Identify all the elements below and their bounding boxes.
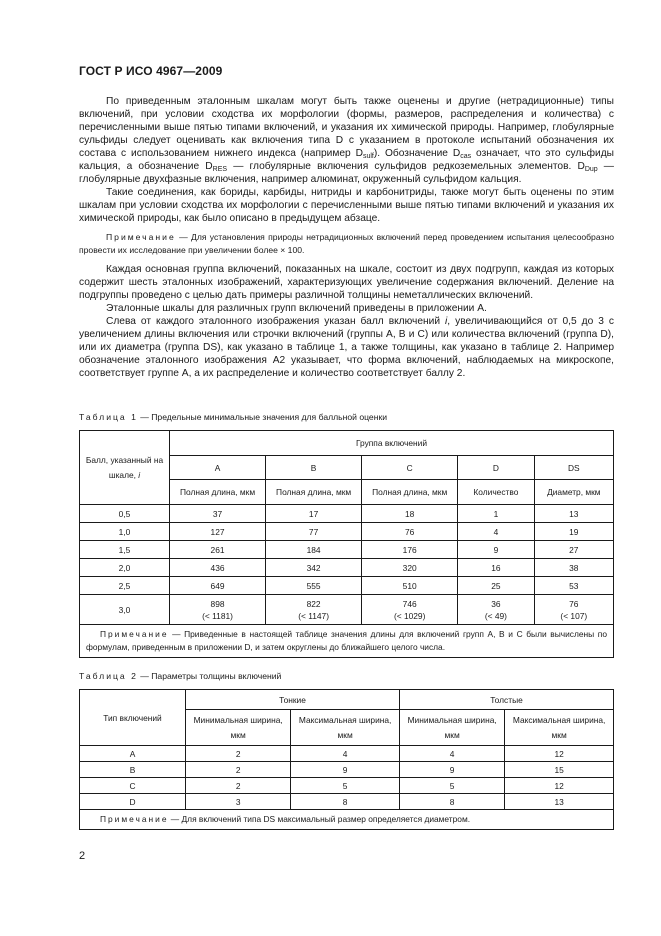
table1-note: Примечание — Приведенные в настоящей таблице значения длины для включений групп А, В и С были вычислены по формулам, приведенным в приложении D, и затем округлены до ближайшего целого числа. [80, 625, 614, 658]
table-cell: 5 [399, 778, 504, 794]
table2-group-thick: Толстые [399, 690, 613, 710]
table-cell: 18 [362, 505, 458, 523]
table-cell: 4 [291, 746, 400, 762]
table-cell: 2,0 [80, 559, 170, 577]
table2 [79, 689, 614, 830]
table-cell: 0,5 [80, 505, 170, 523]
table2-rowhead: Тип включений [80, 690, 186, 746]
table-cell: 17 [266, 505, 362, 523]
table-cell: 25 [458, 577, 534, 595]
table-row [80, 505, 614, 523]
table-cell: 16 [458, 559, 534, 577]
table1-group: D [458, 456, 534, 480]
table2-subhead: Максимальная ширина, мкм [505, 710, 614, 746]
table-row [80, 541, 614, 559]
paragraph: Слева от каждого эталонного изображения указан балл включений i, увеличивающийся от 0,5 до 3 с увеличением длины включения или строчки включений (группы А, В и С) или количества включений (группа D), или их диаметра (группа DS), как указано в таблице 1, а также толщины, как указано в таблице 2. Например обозначение эталонного изображения А2 указывает, что форма включений, наблюдаемых на микроскопе, соответствует группе А, а их распределение и количество соответствует баллу 2. [79, 316, 614, 379]
table-cell: 77 [266, 523, 362, 541]
table1-group: B [266, 456, 362, 480]
table-cell: 53 [534, 577, 613, 595]
table-cell: 8 [291, 794, 400, 810]
table-cell: 9 [291, 762, 400, 778]
table-row [80, 746, 614, 762]
table-cell: 19 [534, 523, 613, 541]
table-cell: 2,5 [80, 577, 170, 595]
paragraph: Эталонные шкалы для различных групп включений приведены в приложении А. [106, 303, 487, 314]
table-cell: 36 (< 49) [458, 595, 534, 625]
table-cell: 2 [186, 778, 291, 794]
table-cell: 37 [170, 505, 266, 523]
table1 [79, 430, 614, 658]
table-cell: 555 [266, 577, 362, 595]
note-label: Примечание [106, 232, 176, 242]
table-cell: 3,0 [80, 595, 170, 625]
table-cell: 38 [534, 559, 613, 577]
table-cell: 13 [505, 794, 614, 810]
table-cell: 436 [170, 559, 266, 577]
table-cell: 76 [362, 523, 458, 541]
table2-caption: Таблица 2 — Параметры толщины включений [79, 671, 282, 681]
table-cell: 127 [170, 523, 266, 541]
paragraph: По приведенным эталонным шкалам могут быть также оценены и другие (нетрадиционные) типы включений, при условии сходства их морфологии (формы, размеров, распределения и количества) с перечисленными выше пятью типами включений, и указания их химической природы. Например, глобулярные сульфиды следует оценивать как включения типа D с указанием в протоколе испытаний обозначения их состава с использованием нижнего индекса (например $D_{sulf}$). Обозначение $D_{cas}$ означает, что это сульфиды кальция, а обозначение $D_{RES}$ — глобулярные включения сульфидов редкоземельных элементов. $D_{Dup}$ — глобулярные двухфазные включения, например алюминат, окруженный сульфидом кальция. [79, 96, 615, 185]
table1-group-header: Группа включений [170, 431, 614, 456]
table-cell: 649 [170, 577, 266, 595]
table1-rowhead: Балл, указанный на шкале, i [80, 431, 170, 505]
table-cell: 342 [266, 559, 362, 577]
table-cell: 898 (< 1181) [170, 595, 266, 625]
table1-group: A [170, 456, 266, 480]
table2-group-thin: Тонкие [186, 690, 400, 710]
table2-subhead: Минимальная ширина, мкм [186, 710, 291, 746]
table2-subhead: Минимальная ширина, мкм [399, 710, 504, 746]
table-row [80, 762, 614, 778]
table-cell: 510 [362, 577, 458, 595]
table-row [80, 523, 614, 541]
table-row [80, 595, 614, 625]
table-cell: 8 [399, 794, 504, 810]
table-cell: 12 [505, 778, 614, 794]
table-row [80, 778, 614, 794]
table-row [80, 577, 614, 595]
table-cell: 9 [399, 762, 504, 778]
table-cell: 1 [458, 505, 534, 523]
table-cell: 76 (< 107) [534, 595, 613, 625]
table1-subhead: Количество [458, 480, 534, 505]
table1-subhead: Полная длина, мкм [266, 480, 362, 505]
table-cell: 822 (< 1147) [266, 595, 362, 625]
body-text [79, 95, 614, 380]
note: Примечание — Для установления природы нетрадиционных включений перед проведением испытания целесообразно провести их исследование при увеличении более × 100. [79, 232, 614, 255]
paragraph: Такие соединения, как бориды, карбиды, нитриды и карбонитриды, также могут быть оценены по этим шкалам при условии сходства их морфологии с перечисленными выше пятью типами включений и указания их химической природы, как было описано в предыдущем абзаце. [79, 187, 614, 224]
table-cell: 2 [186, 746, 291, 762]
table1-subhead: Полная длина, мкм [362, 480, 458, 505]
table-cell: A [80, 746, 186, 762]
table-cell: 13 [534, 505, 613, 523]
table-cell: 2 [186, 762, 291, 778]
page-number: 2 [79, 850, 86, 862]
table-cell: 184 [266, 541, 362, 559]
table-cell: 9 [458, 541, 534, 559]
table-cell: 320 [362, 559, 458, 577]
table-cell: C [80, 778, 186, 794]
table-row [80, 794, 614, 810]
table-row [80, 559, 614, 577]
table-cell: 1,5 [80, 541, 170, 559]
table1-group: DS [534, 456, 613, 480]
table-cell: 1,0 [80, 523, 170, 541]
table-cell: 261 [170, 541, 266, 559]
paragraph: Каждая основная группа включений, показанных на шкале, состоит из двух подгрупп, каждая из которых содержит шесть эталонных изображений, характеризующих увеличение содержания включений. Деление на подгруппы проведено с целью дать примеры различной толщины неметаллических включений. [79, 264, 614, 301]
table-cell: 4 [399, 746, 504, 762]
table-cell: 746 (< 1029) [362, 595, 458, 625]
table-cell: 5 [291, 778, 400, 794]
table-cell: 3 [186, 794, 291, 810]
table-cell: D [80, 794, 186, 810]
table1-group: C [362, 456, 458, 480]
table-cell: 12 [505, 746, 614, 762]
standard-title: ГОСТ Р ИСО 4967—2009 [79, 64, 223, 78]
table-cell: 176 [362, 541, 458, 559]
table1-subhead: Диаметр, мкм [534, 480, 613, 505]
table2-subhead: Максимальная ширина, мкм [291, 710, 400, 746]
table-cell: 27 [534, 541, 613, 559]
table2-note: Примечание — Для включений типа DS максимальный размер определяется диаметром. [80, 810, 614, 830]
table1-caption: Таблица 1 — Предельные минимальные значения для балльной оценки [79, 412, 388, 422]
table-cell: 15 [505, 762, 614, 778]
table-cell: B [80, 762, 186, 778]
table-cell: 4 [458, 523, 534, 541]
table1-subhead: Полная длина, мкм [170, 480, 266, 505]
